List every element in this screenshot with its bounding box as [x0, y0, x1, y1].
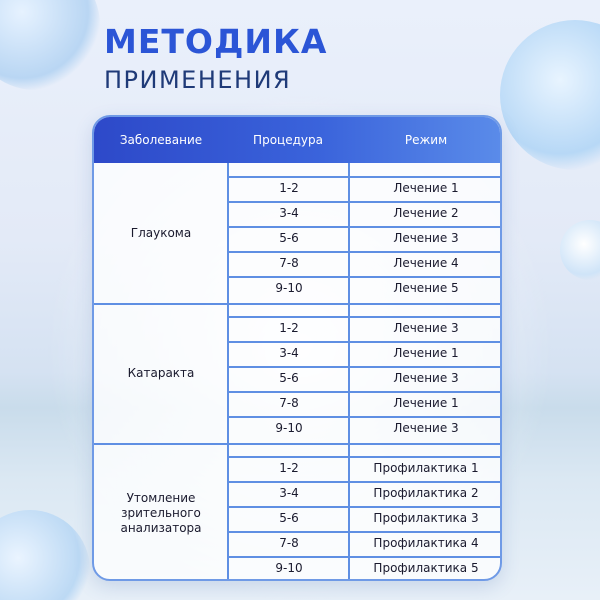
procedure-cell: 9-10 — [275, 421, 303, 435]
procedure-cell: 3-4 — [279, 206, 299, 220]
mode-cell: Лечение 3 — [393, 421, 459, 435]
disease-cell — [94, 443, 228, 581]
mode-cell: Лечение 2 — [393, 206, 459, 220]
procedure-cell: 5-6 — [279, 511, 299, 525]
method-table — [92, 115, 502, 581]
procedure-cell: 9-10 — [275, 281, 303, 295]
header-mode: Режим — [404, 133, 448, 147]
mode-cell: Профилактика 5 — [373, 561, 479, 575]
disease-cell — [94, 303, 228, 443]
mode-cell: Лечение 1 — [393, 396, 459, 410]
disease-cell — [94, 163, 228, 303]
mode-cell: Профилактика 1 — [373, 461, 479, 475]
procedure-cell: 5-6 — [279, 231, 299, 245]
disease-label: Катаракта — [127, 365, 195, 380]
procedure-cell: 1-2 — [279, 461, 299, 475]
mode-cell: Профилактика 3 — [373, 511, 479, 525]
decorative-orb — [0, 0, 100, 90]
procedure-cell: 3-4 — [279, 486, 299, 500]
procedure-cell: 7-8 — [279, 256, 299, 270]
mode-cell: Профилактика 2 — [373, 486, 479, 500]
disease-label: Глаукома — [130, 225, 192, 240]
procedure-cell: 7-8 — [279, 536, 299, 550]
mode-cell: Лечение 1 — [393, 181, 459, 195]
page-subtitle: ПРИМЕНЕНИЯ — [104, 66, 292, 94]
header-disease: Заболевание — [119, 133, 203, 147]
procedure-cell: 7-8 — [279, 396, 299, 410]
mode-cell: Лечение 3 — [393, 321, 459, 335]
mode-cell: Лечение 3 — [393, 231, 459, 245]
table-header — [94, 117, 500, 163]
decorative-orb — [560, 220, 600, 280]
mode-cell: Лечение 1 — [393, 346, 459, 360]
disease-label: Утомление зрительного анализатора — [120, 490, 202, 535]
mode-cell: Профилактика 4 — [373, 536, 479, 550]
page-title: МЕТОДИКА — [104, 22, 328, 61]
procedure-cell: 1-2 — [279, 321, 299, 335]
mode-cell: Лечение 3 — [393, 371, 459, 385]
procedure-cell: 5-6 — [279, 371, 299, 385]
decorative-orb — [0, 510, 90, 600]
procedure-cell: 3-4 — [279, 346, 299, 360]
mode-cell: Лечение 5 — [393, 281, 459, 295]
procedure-cell: 1-2 — [279, 181, 299, 195]
procedure-cell: 9-10 — [275, 561, 303, 575]
header-procedure: Процедура — [253, 133, 323, 147]
decorative-orb — [500, 20, 600, 170]
mode-cell: Лечение 4 — [393, 256, 459, 270]
